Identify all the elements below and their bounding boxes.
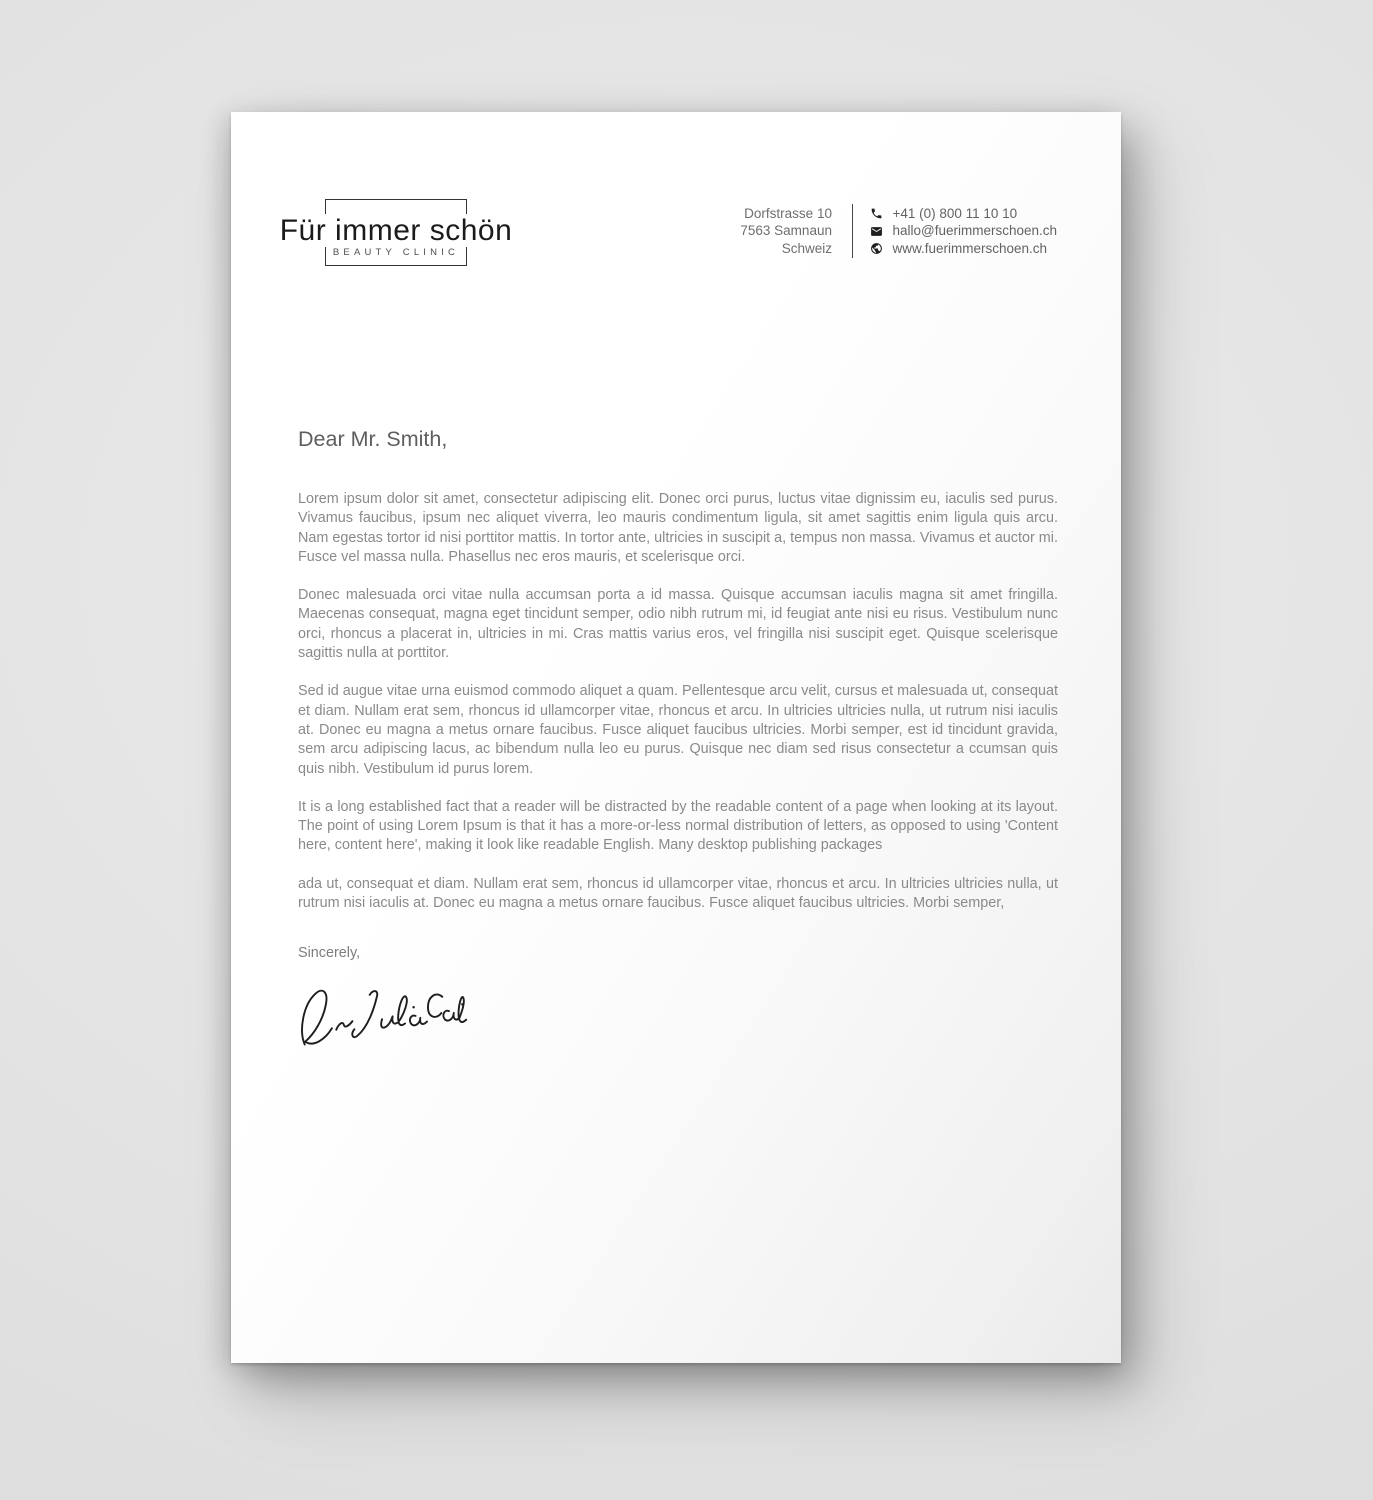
signature (298, 983, 470, 1065)
paragraph-5: ada ut, consequat et diam. Nullam erat sem, rhoncus id ullamcorper vitae, rhoncus et arcu. In ultricies ultricies nulla, ut rutrum nisi iaculis at. Donec eu magna a metus ornare faucibus. Fusce aliquet faucibus ultricies. Morbi semper, (298, 875, 1058, 912)
greeting: Dear Mr. Smith, (298, 427, 448, 451)
letterhead-page (231, 112, 1121, 1363)
contact-block (740, 204, 1057, 258)
phone-row (870, 205, 1057, 223)
website-row (870, 240, 1057, 258)
phone-number: +41 (0) 800 11 10 10 (892, 205, 1018, 221)
globe-icon (870, 242, 883, 255)
email-icon (870, 225, 883, 238)
paragraph-4: It is a long established fact that a reader will be distracted by the readable content of a page when looking at its layout. The point of using Lorem Ipsum is that it has a more-or-less normal distribution of letters, as opposed to using 'Content here, content here', making it look like readable English. Many desktop publishing packages (298, 798, 1058, 854)
website-url: www.fuerimmerschoen.ch (892, 240, 1048, 256)
address-block (740, 205, 832, 258)
address-line-street: Dorfstrasse 10 (744, 205, 832, 221)
logo-wordmark-text: Für immer schön (274, 214, 519, 247)
email-row (870, 222, 1057, 240)
paragraph-3: Sed id augue vitae urna euismod commodo aliquet a quam. Pellentesque arcu velit, cursus et malesuada ut, consequat et diam. Nullam erat sem, rhoncus id ullamcorper vitae, rhoncus et arcu. In ultricies ultricies nulla, ut rutrum nisi iaculis at. Donec eu magna a metus ornare faucibus. Fusce aliquet faucibus ultricies. Morbi semper, est id tincidunt gravida, sem arcu adipiscing lacus, ac bibendum nulla leo eu purus. Quisque nec diam sed risus consectetur a ccumsan quis quis nibh. Vestibulum id purus lorem. (298, 683, 1058, 777)
closing: Sincerely, (298, 945, 361, 962)
contact-channels (870, 205, 1057, 258)
address-line-city: 7563 Samnaun (740, 223, 832, 239)
paragraph-2: Donec malesuada orci vitae nulla accumsan porta a id massa. Quisque accumsan iaculis magna sit amet fringilla. Maecenas consequat, magna eget tincidunt semper, odio nibh rutrum mi, id feugiat ante nisi eu risus. Vestibulum nunc orci, rhoncus a placerat in, ultricies in mi. Cras mattis varius eros, vel fringilla nisi suscipit eget. Quisque scelerisque sagittis nulla at porttitor. (298, 587, 1058, 662)
clinic-logo (271, 199, 521, 281)
email-address: hallo@fuerimmerschoen.ch (892, 223, 1057, 239)
address-line-country: Schweiz (781, 240, 832, 256)
letter-body (298, 425, 1058, 1065)
logo-wordmark (271, 213, 521, 249)
phone-icon (870, 207, 883, 220)
logo-tagline: BEAUTY CLINIC (332, 247, 460, 258)
contact-divider (852, 204, 854, 258)
paragraph-1: Lorem ipsum dolor sit amet, consectetur adipiscing elit. Donec orci purus, luctus vitae dignissim eu, iaculis sed purus. Vivamus faucibus, ipsum nec aliquet viverra, leo mauris condimentum ligula, sit amet sagittis enim ligula quis arcu. Nam egestas tortor id nisi porttitor mattis. In tortor ante, ultricies in suscipit a, tempus non massa. Vivamus et auctor mi. Fusce vel massa nulla. Phasellus nec eros mauris, et scelerisque orci. (298, 491, 1058, 565)
